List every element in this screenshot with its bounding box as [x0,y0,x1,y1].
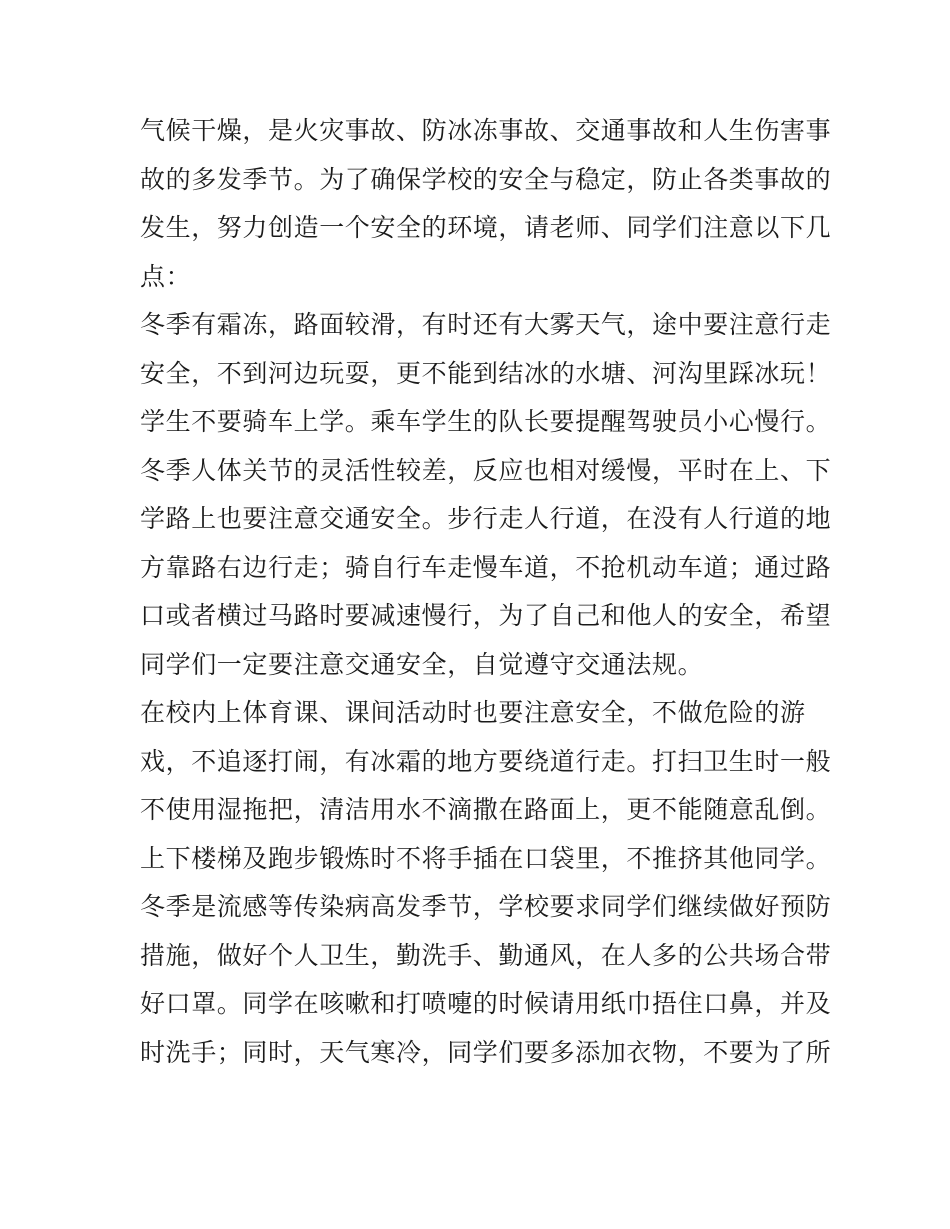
text-line: 上下楼梯及跑步锻炼时不将手插在口袋里，不推挤其他同学。 [140,843,832,873]
text-line: 点： [140,261,192,291]
text-line: 在校内上体育课、课间活动时也要注意安全，不做危险的游 [140,698,806,727]
text-line: 冬季是流感等传染病高发季节，学校要求同学们继续做好预防 [140,892,832,921]
text-line: 时洗手；同时，天气寒冷，同学们要多添加衣物，不要为了所 [140,1037,832,1067]
text-line: 冬季有霜冻，路面较滑，有时还有大雾天气，途中要注意行走 [140,310,832,339]
text-line: 发生，努力创造一个安全的环境，请老师、同学们注意以下几 [140,213,832,242]
text-line: 故的多发季节。为了确保学校的安全与稳定，防止各类事故的 [140,164,832,194]
text-line: 学生不要骑车上学。乘车学生的队长要提醒驾驶员小心慢行。 [140,407,832,436]
text-line: 好口罩。同学在咳嗽和打喷嚏的时候请用纸巾捂住口鼻，并及 [140,989,832,1018]
text-line: 学路上也要注意交通安全。步行走人行道，在没有人行道的地 [140,504,832,533]
document-body [140,107,832,1077]
text-line: 冬季人体关节的灵活性较差，反应也相对缓慢，平时在上、下 [140,455,832,485]
text-line: 同学们一定要注意交通安全，自觉遵守交通法规。 [140,649,704,679]
text-line: 措施，做好个人卫生，勤洗手、勤通风，在人多的公共场合带 [140,940,832,970]
text-line: 口或者横过马路时要减速慢行，为了自己和他人的安全，希望 [140,601,832,630]
text-line: 戏，不追逐打闹，有冰霜的地方要绕道行走。打扫卫生时一般 [140,746,832,776]
text-line: 安全，不到河边玩耍，更不能到结冰的水塘、河沟里踩冰玩！ [140,358,832,388]
text-line: 方靠路右边行走；骑自行车走慢车道，不抢机动车道；通过路 [140,552,832,582]
text-line: 不使用湿拖把，清洁用水不滴撒在路面上，更不能随意乱倒。 [140,795,832,824]
text-line: 气候干燥，是火灾事故、防冰冻事故、交通事故和人生伤害事 [140,116,832,145]
